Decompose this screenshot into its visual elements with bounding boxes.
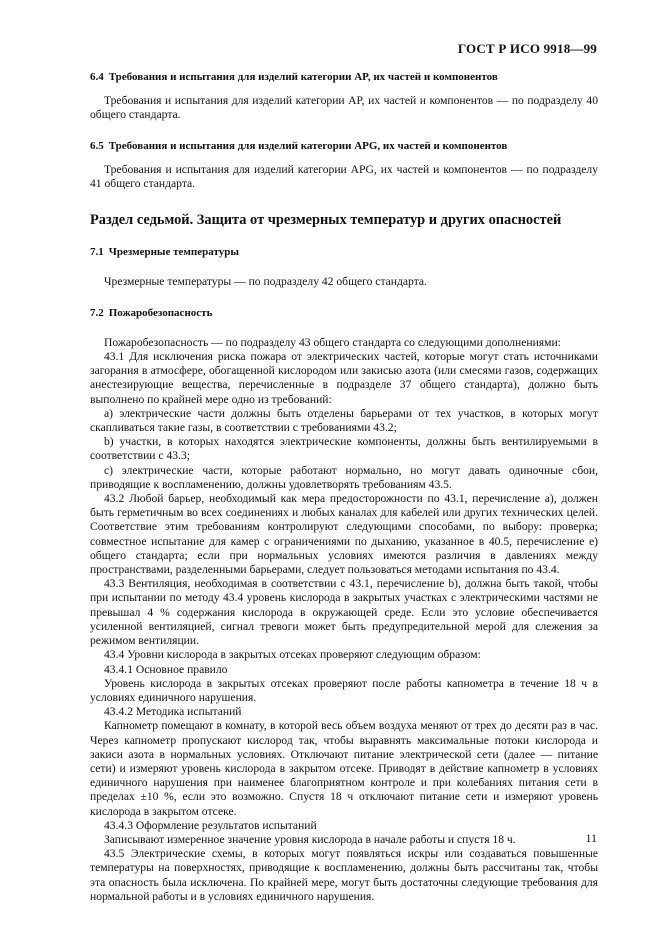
section-6-4-text	[90, 94, 598, 122]
standard-header: ГОСТ Р ИСО 9918—99	[457, 41, 597, 56]
section-number: 7.1	[90, 246, 104, 259]
section-6-4-heading	[90, 70, 598, 84]
section-title: Пожаробезопасность	[108, 306, 213, 319]
section-7-2-heading	[90, 306, 598, 320]
paragraph: Капнометр помещают в комнату, в которой весь объем воздуха меняют от трех до десяти раз в час. Через капнометр пропускают кислород так, чтобы выравнять максимальные потоки кислорода и закиси азота в нормальных условиях. Отключают питание электрической сети (далее — питание сети) и измеряют уровень кислорода в закрытом отсеке. Приводят в действие капнометр в условиях единичного нарушения при наименее благоприятном контроле и при колебаниях питания сети в пределах ±10 %, если это возможно. Спустя 18 ч отключают питание сети и измеряют уровень кислорода в закрытом отсеке.	[90, 719, 598, 818]
subsection-heading: 43.4.2 Методика испытаний	[104, 705, 242, 719]
subsection-heading: 43.4.3 Оформление результатов испытаний	[104, 818, 317, 832]
paragraph: Пожаробезопасность — по подразделу 43 общего стандарта со следующими дополнениями:	[104, 335, 561, 349]
section-6-5-heading	[90, 139, 598, 153]
section-7-1-text	[90, 275, 598, 289]
part-7-heading: Раздел седьмой. Защита от чрезмерных температур и других опасностей	[90, 212, 562, 229]
section-7-1-heading	[90, 245, 598, 259]
list-item: c) электрические части, которые работают нормально, но могут давать одиночные сбои, приводящие к воспламенению, должны удовлетворять требованиям 43.5.	[90, 463, 598, 491]
section-number: 6.4	[90, 71, 104, 83]
paragraph: 43.5 Электрические схемы, в которых могут появляться искры или создаваться повышенные температуры на поверхностях, приводящие к воспламенению, должны быть рассчитаны так, чтобы эта опасность была исключена. По крайней мере, могут быть достаточны следующие требования для нормальной работы и в условиях единичного нарушения.	[90, 847, 598, 903]
section-title: Чрезмерные температуры	[108, 246, 239, 259]
section-number: 7.2	[90, 306, 104, 319]
paragraph: Записывают измеренное значение уровня кислорода в начале работы и спустя 18 ч.	[104, 832, 516, 846]
list-item: a) электрические части должны быть отделены барьерами от тех участков, в которых могут скапливаться такие газы, в соответствии с требованиями 43.2;	[90, 406, 598, 435]
page-content	[90, 70, 598, 904]
section-7-1-paragraph: Чрезмерные температуры — по подразделу 42 общего стандарта.	[104, 275, 427, 289]
subsection-heading: 43.4.1 Основное правило	[104, 662, 228, 676]
paragraph: 43.4 Уровни кислорода в закрытых отсеках проверяют следующим образом:	[104, 648, 481, 662]
paragraph: 43.1 Для исключения риска пожара от электрических частей, которые могут стать источниками загорания в атмосфере, обогащенной кислородом или закисью азота (или смесями газов, содержащих анестезирующие вещества, перечисленные в подразделе 37 общего стандарта), должно быть выполнено по крайней мере одно из требований:	[90, 350, 598, 406]
paragraph: 43.3 Вентиляция, необходимая в соответствии с 43.1, перечисление b), должна быть такой, чтобы при испытании по методу 43.4 уровень кислорода в закрытых участках с электрическими частями не превышал 4 % содержания кислорода в окружающей среде. Если это условие обеспечивается усиленной вентиляцией, сигнал тревоги может быть предупредительной мерой для слежения за режимом вентиляции.	[90, 577, 598, 648]
list-item: b) участки, в которых находятся электрические компоненты, должны быть вентилируемыми в соответствии с 43.3;	[90, 435, 598, 463]
section-title: Требования и испытания для изделий категории APG, их частей и компонентов	[108, 139, 508, 152]
section-6-5-paragraph: Требования и испытания для изделий категории APG, их частей и компонентов — по подразделу 41 общего стандарта.	[90, 162, 598, 191]
section-number: 6.5	[90, 139, 104, 152]
paragraph: Уровень кислорода в закрытых отсеках проверяют после работы капнометра в течение 18 ч в условиях единичного нарушения.	[90, 676, 598, 704]
paragraph: 43.2 Любой барьер, необходимый как мера предосторожности по 43.1, перечисление a), должен быть герметичным во всех соединениях и любых каналах для кабелей или других технических целей. Соответствие этим требованиям контролируют следующими способами, по выбору: проверка; совместное испытание для камер с ограничениями по дыханию, указанное в 40.5, перечисление e) общего стандарта; если при нормальных условиях имеются различия в давлениях между пространствами, разделенными барьерами, следует пользоваться методами испытания по 43.4.	[90, 492, 598, 577]
section-6-5-text	[90, 163, 598, 191]
section-title: Требования и испытания для изделий категории AP, их частей и компонентов	[108, 71, 498, 83]
section-6-4-paragraph: Требования и испытания для изделий категории AP, их частей и компонентов — по подразделу 40 общего стандарта.	[90, 94, 598, 122]
page-number: 11	[585, 831, 597, 845]
